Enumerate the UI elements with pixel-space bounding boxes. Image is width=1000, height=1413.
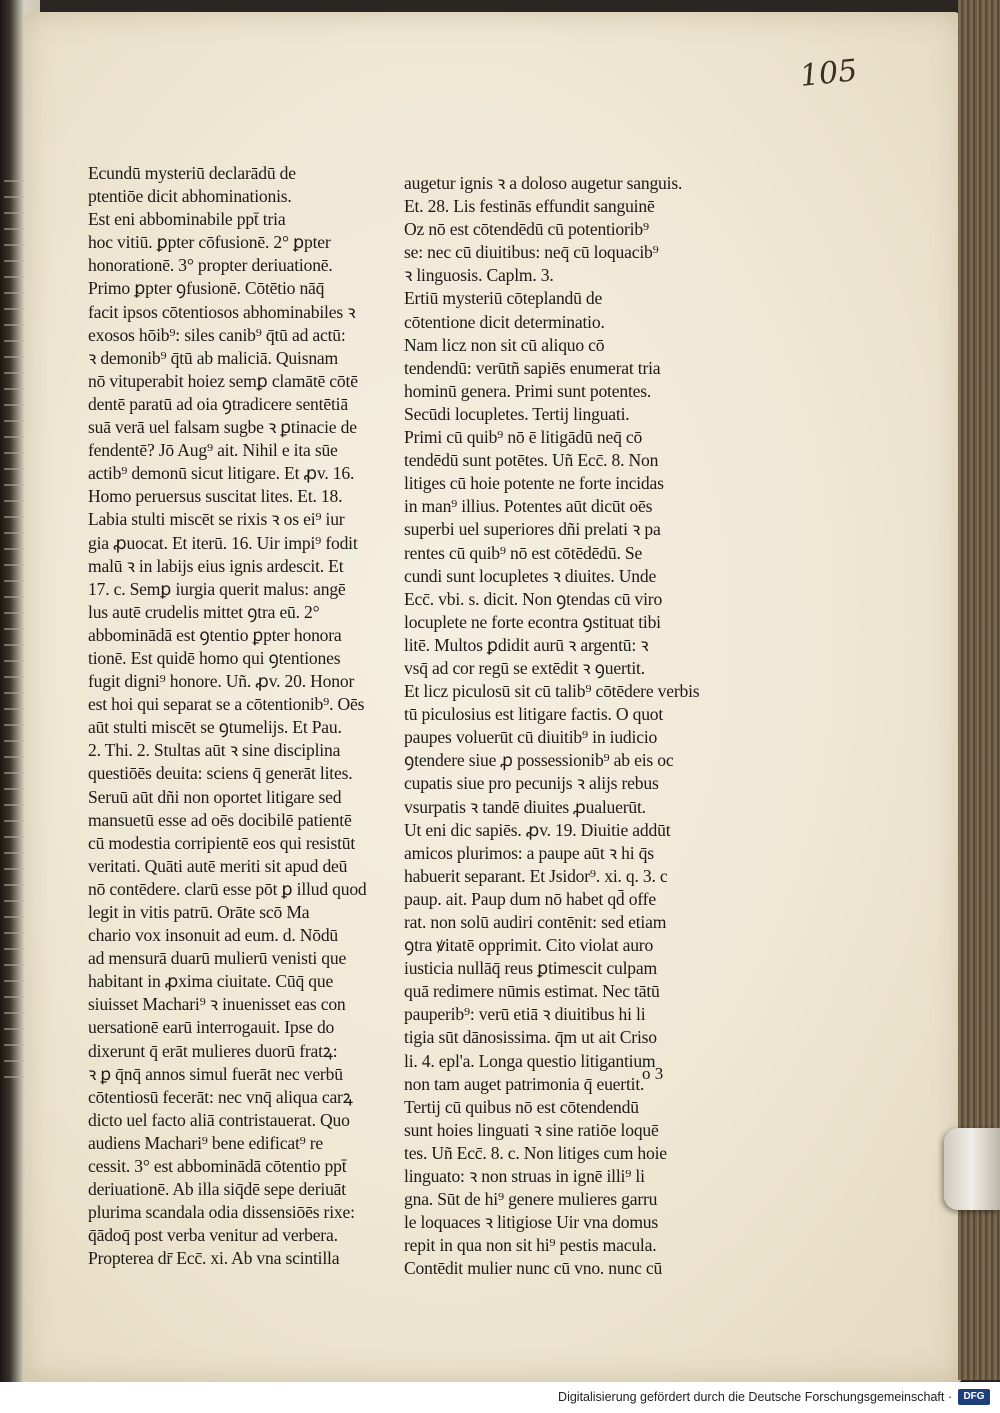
- text-line: Contēdit mulier nunc cū vno. nunc cū: [404, 1258, 663, 1279]
- text-line: Ertiū mysteriū cōteplandū de: [404, 288, 603, 309]
- text-line: Labia stulti miscēt se rixis ꝛ os ei⁹ iur: [88, 509, 345, 530]
- text-line: fugit digni⁹ honore. Uñ. ꝓv. 20. Honor: [88, 671, 355, 692]
- text-line: paupes voluerūt cū diuitib⁹ in iudicio: [404, 727, 658, 748]
- text-line: hominū genera. Primi sunt potentes.: [404, 380, 652, 401]
- text-line: tionē. Est quidē homo qui ꝯtentiones: [88, 647, 341, 668]
- text-line: tū piculosius est litigare factis. O quot: [404, 704, 664, 725]
- text-line: nō vituperabit hoiez semꝑ clamātē cōtē: [88, 370, 358, 391]
- text-line: paup. ait. Paup dum nō habet qd̄ offe: [404, 888, 656, 909]
- text-line: fendentē? Jō Aug⁹ ait. Nihil e ita sūe: [88, 440, 338, 461]
- text-line: litē. Multos ꝑdidit aurū ꝛ argentū: ꝛ: [404, 634, 649, 655]
- text-line: se: nec cū diuitibus: neq̄ cū loquacib⁹: [404, 242, 659, 263]
- text-line: tendendū: verūtñ sapiēs enumerat tria: [404, 357, 661, 378]
- text-line: tigia sūt dānosissima. q̄m ut ait Criso: [404, 1027, 657, 1048]
- text-line: nō contēdere. clarū esse pōt ꝑ illud quod: [88, 878, 367, 899]
- folio-number: 105: [798, 53, 859, 94]
- text-line: pauperib⁹: verū etiā ꝛ diuitibus hi li: [404, 1004, 646, 1025]
- text-line: Homo peruersus suscitat lites. Et. 18.: [88, 486, 343, 507]
- right-text-column: [404, 172, 704, 1281]
- text-line: Tertij cū quibus nō est cōtendendū: [404, 1096, 639, 1117]
- text-line: Ecc̄. vbi. s. dicit. Non ꝯtendas cū viro: [404, 588, 663, 609]
- text-line: vsurpatis ꝛ tandē diuites ꝓualuerūt.: [404, 796, 646, 817]
- text-line: mansuetū esse ad oēs docibilē patientē: [88, 809, 352, 830]
- text-line: chario vox insonuit ad eum. d. Nōdū: [88, 925, 339, 946]
- text-line: ꝯtra ꝟitatē opprimit. Cito violat auro: [404, 935, 654, 956]
- text-line: cōtentiosū fecerāt: nec vnq̄ aliqua carꝝ: [88, 1086, 353, 1107]
- text-line: est hoi qui separat se a cōtentionib⁹. Oēs: [88, 694, 365, 715]
- text-line: ad mensurā duarū mulierū venisti que: [88, 948, 347, 969]
- text-line: cundi sunt locupletes ꝛ diuites. Unde: [404, 565, 657, 586]
- text-line: legit in vitis patrū. Orāte scō Ma: [88, 902, 310, 922]
- text-line: ꝛ demonib⁹ q̄tū ab maliciā. Quisnam: [88, 347, 339, 368]
- text-line: in man⁹ illius. Potentes aūt dicūt oēs: [404, 496, 653, 517]
- text-line: amicos plurimos: a paupe aūt ꝛ hi q̄s: [404, 842, 654, 863]
- text-line: Propterea dr̄ Ecc̄. xi. Ab vna scintilla: [88, 1248, 340, 1269]
- text-line: ꝛ linguosis. Caplm. 3.: [404, 265, 554, 286]
- text-line: Et licz piculosū sit cū talib⁹ cōtēdere verbis: [404, 681, 700, 702]
- text-line: Primo ꝑpter ꝯfusionē. Cōtētio nāq̄: [88, 278, 325, 299]
- text-line: dentē paratū ad oia ꝯtradicere sentētiā: [88, 393, 348, 414]
- text-line: cōtentione dicit determinatio.: [404, 311, 605, 332]
- text-line: facit ipsos cōtentiosos abhominabiles ꝛ: [88, 301, 356, 322]
- text-line: q̄ādoq̄ post verba venitur ad verbera.: [88, 1225, 338, 1246]
- text-line: le loquaces ꝛ litigiose Uir vna domus: [404, 1212, 659, 1233]
- dfg-logo[interactable]: DFG: [958, 1389, 990, 1405]
- signature-mark: o 3: [642, 1064, 664, 1083]
- text-line: non tam auget patrimonia q̄ euertit.: [404, 1073, 645, 1094]
- text-line: Ut eni dic sapiēs. ꝓv. 19. Diuitie addūt: [404, 819, 671, 840]
- text-line: aūt stulti miscēt se ꝯtumelijs. Et Pau.: [88, 717, 342, 738]
- text-line: cessit. 3° est abbominādā cōtentio ppt̄: [88, 1156, 347, 1177]
- text-line: cū modestia corripientē eos qui resistūt: [88, 832, 356, 853]
- text-line: malū ꝛ in labijs eius ignis ardescit. Et: [88, 555, 344, 576]
- text-line: rat. non solū audiri contēnit: sed etiam: [404, 912, 667, 932]
- text-line: habitant in ꝓxima ciuitate. Cūq̄ que: [88, 971, 334, 992]
- text-line: lus autē crudelis mittet ꝯtra eū. 2°: [88, 601, 320, 622]
- text-line: vsq̄ ad cor regū se extēdit ꝛ ꝯuertit.: [404, 657, 645, 678]
- text-line: superbi uel superiores dñi prelati ꝛ pa: [404, 519, 661, 540]
- book-clasp: [944, 1128, 1000, 1210]
- text-line: Ecundū mysteriū declarādū de: [88, 163, 296, 183]
- text-line: rentes cū quib⁹ nō est cōtēdēdū. Se: [404, 542, 643, 563]
- text-line: augetur ignis ꝛ a doloso augetur sanguis.: [404, 173, 683, 193]
- text-line: plurima scandala odia dissensiōēs rixe:: [88, 1202, 355, 1223]
- text-line: Nam licz non sit cū aliquo cō: [404, 334, 605, 355]
- text-line: abbominādā est ꝯtentio ꝑpter honora: [88, 624, 342, 645]
- text-line: Et. 28. Lis festinās effundit sanguinē: [404, 196, 655, 217]
- text-line: Oz nō est cōtendēdū cū potentiorib⁹: [404, 219, 649, 240]
- text-line: quā redimere nūmis estimat. Nec tātū: [404, 981, 660, 1002]
- text-line: li. 4. epl'a. Longa questio litigantium: [404, 1050, 656, 1071]
- text-line: litiges cū hoie potente ne forte incidas: [404, 473, 664, 494]
- footer-bar: [0, 1382, 1000, 1413]
- text-line: tes. Uñ Ecc̄. 8. c. Non litiges cum hoie: [404, 1142, 667, 1163]
- text-line: hoc vitiū. ꝑpter cōfusionē. 2° ꝑpter: [88, 232, 331, 253]
- text-line: actib⁹ demonū sicut litigare. Et ꝓv. 16.: [88, 463, 355, 484]
- text-line: 2. Thi. 2. Stultas aūt ꝛ sine disciplina: [88, 740, 341, 761]
- text-line: uersationē earū interrogauit. Ipse do: [88, 1017, 335, 1038]
- text-line: suā verā uel falsam sugbe ꝛ ꝑtinacie de: [88, 417, 357, 438]
- text-line: gna. Sūt de hi⁹ genere mulieres garru: [404, 1189, 658, 1210]
- left-text-column: [88, 162, 380, 1271]
- text-line: ꝛ ꝑ q̄nq̄ annos simul fuerāt nec verbū: [88, 1063, 343, 1084]
- text-line: dicto uel facto aliā contristauerat. Quo: [88, 1109, 350, 1130]
- text-line: iusticia nullāq̄ reus ꝑtimescit culpam: [404, 958, 657, 979]
- text-line: locuplete ne forte econtra ꝯstituat tibi: [404, 611, 661, 632]
- text-line: dixerunt q̄ erāt mulieres duorū fratꝝ:: [88, 1040, 338, 1061]
- text-line: deriuationē. Ab illa siq̄dē sepe deriuāt: [88, 1179, 346, 1200]
- text-line: exosos hōib⁹: siles canib⁹ q̄tū ad actū:: [88, 324, 346, 345]
- text-line: sunt hoies linguati ꝛ sine ratiōe loquē: [404, 1119, 659, 1140]
- text-line: veritati. Quāti autē meriti sit apud deū: [88, 855, 348, 876]
- text-line: habuerit separant. Et Jsidor⁹. xi. q. 3. c: [404, 865, 668, 886]
- text-line: gia ꝓuocat. Et iterū. 16. Uir impi⁹ fodit: [88, 532, 358, 553]
- text-line: ꝯtendere siue ꝓ possessionib⁹ ab eis oc: [404, 750, 674, 771]
- text-line: Est eni abbominabile ppt̄ tria: [88, 209, 286, 230]
- text-line: honorationē. 3° propter deriuationē.: [88, 255, 333, 276]
- text-line: linguato: ꝛ non struas in ignē illi⁹ li: [404, 1166, 645, 1187]
- text-line: tendēdū sunt potētes. Uñ Ecc̄. 8. Non: [404, 450, 659, 471]
- text-line: repit in qua non sit hi⁹ pestis macula.: [404, 1235, 657, 1256]
- text-line: ptentiōe dicit abhominationis.: [88, 186, 292, 207]
- text-line: 17. c. Semꝑ iurgia querit malus: angē: [88, 578, 346, 599]
- text-line: siuisset Machari⁹ ꝛ inuenisset eas con: [88, 994, 346, 1015]
- text-line: Primi cū quib⁹ nō ē litigādū neq̄ cō: [404, 427, 643, 448]
- text-line: cupatis siue pro pecunijs ꝛ alijs rebus: [404, 773, 659, 794]
- text-line: audiens Machari⁹ bene edificat⁹ re: [88, 1132, 324, 1153]
- text-line: questiōēs deuita: sciens q̄ generāt lites.: [88, 763, 353, 784]
- text-line: Secūdi locupletes. Tertij linguati.: [404, 403, 630, 424]
- text-line: Seruū aūt dñi non oportet litigare sed: [88, 786, 342, 807]
- funding-note: Digitalisierung gefördert durch die Deutsche Forschungsgemeinschaft ·: [558, 1390, 952, 1404]
